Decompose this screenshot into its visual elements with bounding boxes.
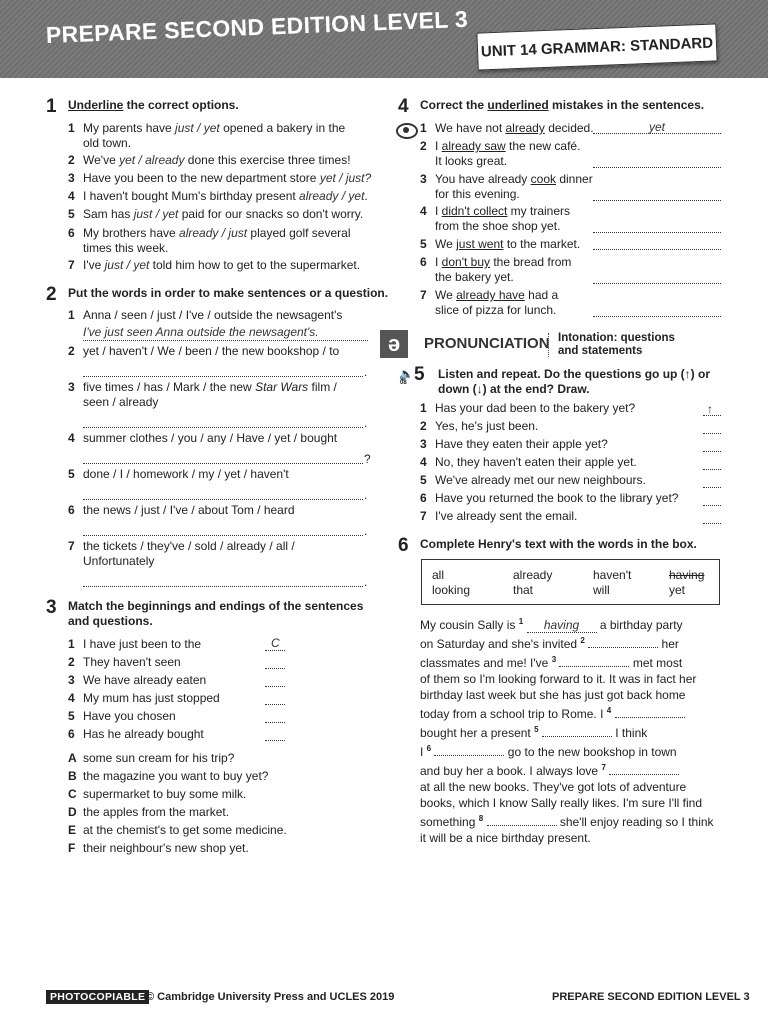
- item-number: 7: [420, 509, 427, 523]
- word-box-item: will: [593, 583, 610, 597]
- gap-8[interactable]: [487, 813, 557, 826]
- text-part: film /: [308, 380, 337, 394]
- item-text: [83, 344, 339, 359]
- ex1-instruction: Underline the correct options.: [68, 98, 239, 112]
- item-number: 1: [68, 308, 75, 322]
- item-text: [435, 139, 580, 169]
- answer-line[interactable]: [83, 586, 363, 587]
- item-text: [83, 226, 351, 256]
- ending-text: the magazine you want to buy yet?: [83, 769, 269, 783]
- item-text: [83, 258, 360, 273]
- item-text: [83, 539, 295, 569]
- word-box-item: yet: [669, 583, 686, 597]
- answer-text: C: [271, 636, 280, 650]
- item-number: 7: [420, 288, 427, 302]
- underlined-mistake: already saw: [441, 139, 506, 153]
- item-number: 1: [420, 401, 427, 415]
- text-part: We have not: [435, 121, 506, 135]
- answer-blank[interactable]: [265, 740, 285, 741]
- item-text: [83, 308, 342, 323]
- ending-letter: B: [68, 769, 77, 783]
- item-number: 3: [68, 673, 75, 687]
- ending-text: at the chemist's to get some medicine.: [83, 823, 287, 837]
- word-box-item: already: [513, 568, 553, 582]
- item-number: 6: [68, 226, 75, 240]
- text-part: to the market.: [503, 237, 581, 251]
- text-part: We: [435, 237, 457, 251]
- copyright: © Cambridge University Press and UCLES 2019: [146, 991, 395, 1003]
- gap-1[interactable]: having: [527, 620, 597, 633]
- ex3-instruction: Match the beginnings and endings of the sentences and questions.: [68, 599, 364, 628]
- item-number: 7: [68, 539, 75, 553]
- answer-line-end: .: [364, 365, 368, 379]
- answer-blank[interactable]: [265, 668, 285, 669]
- text-part: the bread from: [490, 255, 572, 269]
- item-text: Has your dad been to the bakery yet?: [435, 401, 636, 415]
- answer-text: yet: [649, 120, 666, 134]
- item-number: 2: [420, 139, 427, 153]
- item-number: 7: [68, 258, 75, 272]
- text-part: from the shoe shop yet.: [435, 219, 561, 233]
- item-text: [435, 172, 593, 202]
- text-part: yet / haven't / We / been / the new bookshop / to: [83, 344, 340, 358]
- text-part: .: [364, 189, 368, 203]
- text-part: I haven't bought Mum's birthday present: [83, 189, 300, 203]
- arrow-answer: ↑: [707, 402, 713, 416]
- text-part: had a: [524, 288, 559, 302]
- item-number: 4: [420, 455, 427, 469]
- gap-3[interactable]: [559, 654, 629, 667]
- item-text: They haven't seen: [83, 655, 181, 669]
- item-number: 4: [68, 189, 75, 203]
- ending-letter: D: [68, 805, 77, 819]
- text-part: Sam has: [83, 207, 134, 221]
- item-number: 3: [420, 437, 427, 451]
- item-text: We have already eaten: [83, 673, 207, 687]
- text-part: played golf several: [247, 226, 351, 240]
- item-text: I've already sent the email.: [435, 509, 578, 523]
- item-number: 6: [68, 503, 75, 517]
- item-text: I have just been to the: [83, 637, 202, 651]
- item-text: [83, 503, 295, 518]
- ex6-number: 6: [398, 535, 409, 556]
- ending-text: the apples from the market.: [83, 805, 230, 819]
- text-part: Anna / seen / just / I've / outside the newsagent's: [83, 308, 343, 322]
- option-choice[interactable]: just / yet: [133, 207, 179, 221]
- text-part: decided.: [544, 121, 594, 135]
- option-choice[interactable]: yet / just?: [319, 171, 372, 185]
- text-part: opened a bakery in the: [219, 121, 346, 135]
- word-box-item: that: [513, 583, 534, 597]
- option-choice[interactable]: already / just: [179, 226, 248, 240]
- item-number: 3: [68, 171, 75, 185]
- item-number: 5: [68, 467, 75, 481]
- item-text: [435, 255, 571, 285]
- unit-label: UNIT 14 GRAMMAR: STANDARD: [476, 23, 717, 70]
- answer-line[interactable]: [593, 200, 721, 201]
- ex4-number: 4: [398, 96, 409, 117]
- text-part: seen / already: [83, 395, 159, 409]
- ending-letter: C: [68, 787, 77, 801]
- option-choice[interactable]: already / yet: [299, 189, 365, 203]
- ex5-instruction: Listen and repeat. Do the questions go up (↑) or down (↓) at the end? Draw.: [438, 367, 711, 396]
- word-box-item: all: [432, 568, 445, 582]
- pronunciation-separator: [548, 333, 549, 357]
- gap-6[interactable]: [434, 743, 504, 756]
- text-part: told him how to get to the supermarket.: [149, 258, 361, 272]
- text-part: It looks great.: [435, 154, 508, 168]
- option-choice[interactable]: just / yet: [175, 121, 220, 135]
- item-text: [83, 380, 337, 410]
- answer-line[interactable]: [593, 232, 721, 233]
- ending-letter: A: [68, 751, 77, 765]
- text-part: my trainers: [507, 204, 571, 218]
- item-text: [83, 153, 351, 168]
- gap-4[interactable]: [615, 705, 685, 718]
- text-part: We: [435, 288, 457, 302]
- answer-line[interactable]: [593, 167, 721, 168]
- text-part-italic: Star Wars: [255, 380, 309, 394]
- answer-line[interactable]: [83, 463, 363, 464]
- ex2-instruction: Put the words in order to make sentences or a question.: [68, 286, 389, 300]
- answer-line[interactable]: [83, 427, 363, 428]
- underlined-mistake: already: [505, 121, 545, 135]
- text-part: I: [435, 204, 442, 218]
- item-number: 4: [420, 204, 427, 218]
- item-number: 5: [420, 473, 427, 487]
- ex1-number: 1: [46, 96, 57, 117]
- item-number: 6: [68, 727, 75, 741]
- page-title: PREPARE SECOND EDITION LEVEL 3: [45, 5, 469, 48]
- item-text: Have they eaten their apple yet?: [435, 437, 608, 451]
- text-part: Unfortunately: [83, 554, 155, 568]
- item-text: Have you chosen: [83, 709, 176, 723]
- answer-line-text: I've just seen Anna outside the newsagent's.: [83, 325, 319, 339]
- item-number: 5: [68, 207, 75, 221]
- item-number: 2: [420, 419, 427, 433]
- ending-letter: F: [68, 841, 76, 855]
- item-text: [83, 207, 363, 222]
- item-text: My mum has just stopped: [83, 691, 220, 705]
- item-number: 2: [68, 153, 75, 167]
- pronunciation-badge: ə: [380, 330, 408, 358]
- arrow-blank[interactable]: [703, 505, 721, 506]
- pronunciation-subtitle: Intonation: questions and statements: [558, 332, 675, 357]
- text-part: for this evening.: [435, 187, 520, 201]
- word-box: [421, 559, 720, 605]
- text-part: the new café.: [505, 139, 581, 153]
- ending-text: their neighbour's new shop yet.: [83, 841, 249, 855]
- option-choice[interactable]: yet / already: [119, 153, 185, 167]
- audio-track-number: 08: [400, 380, 407, 386]
- answer-line-end: .: [364, 416, 368, 430]
- answer-line[interactable]: [83, 535, 363, 536]
- item-number: 5: [420, 237, 427, 251]
- ending-text: supermarket to buy some milk.: [83, 787, 247, 801]
- arrow-blank[interactable]: [703, 487, 721, 488]
- gap-7[interactable]: [609, 762, 679, 775]
- underlined-mistake: already have: [456, 288, 525, 302]
- ex2-number: 2: [46, 284, 57, 305]
- answer-line[interactable]: [83, 376, 363, 377]
- pronunciation-title: PRONUNCIATION: [424, 335, 550, 352]
- text-part: done / I / homework / my / yet / haven't: [83, 467, 289, 481]
- text-part: You have already: [435, 172, 531, 186]
- text-part: I've: [83, 258, 105, 272]
- text-part: summer clothes / you / any / Have / yet / bought: [83, 431, 338, 445]
- henrys-text: My cousin Sally is $^1$ having a birthday party on Saturday and she's invited $^2$ her classmates and me! I've $^3$ met most of them so I'm looking forward to it. It was in fact her birthday last week but she has just got back home today from a school trip to Rome. I $^4$ bought her a present $^5$ I think I $^6$ go to the new bookshop in town and buy her a book. I always love $^7$ at all the new books. They've got lots of adventure books, which I know Sally really likes. I'm sure I'll find something $^8$ she'll enjoy reading so I think it will be a nice birthday present.: [420, 617, 714, 845]
- text-part: the tickets / they've / sold / already / all /: [83, 539, 295, 553]
- answer-blank[interactable]: [265, 686, 285, 687]
- ex6-instruction: Complete Henry's text with the words in the box.: [420, 537, 697, 551]
- underlined-mistake: cook: [530, 172, 556, 186]
- answer-line[interactable]: [593, 283, 721, 284]
- text-part: paid for our snacks so don't worry.: [178, 207, 364, 221]
- answer-line-end: ?: [364, 452, 371, 466]
- item-text: [435, 237, 580, 252]
- word-box-item: haven't: [593, 568, 632, 582]
- text-part: the bakery yet.: [435, 270, 514, 284]
- item-text: [83, 467, 289, 482]
- item-text: [435, 288, 558, 318]
- underlined-mistake: didn't collect: [441, 204, 508, 218]
- answer-line[interactable]: [593, 316, 721, 317]
- item-number: 6: [420, 491, 427, 505]
- item-number: 1: [68, 637, 75, 651]
- word-box-item-used: having: [669, 568, 705, 582]
- item-text: [83, 171, 371, 186]
- example-eye-icon: [396, 123, 418, 139]
- ending-letter: E: [68, 823, 77, 837]
- option-choice[interactable]: just / yet: [104, 258, 150, 272]
- answer-line-end: .: [364, 575, 368, 589]
- answer-blank[interactable]: [265, 650, 285, 651]
- item-text: [83, 189, 368, 204]
- item-text: Has he already bought: [83, 727, 204, 741]
- text-part: slice of pizza for lunch.: [435, 303, 557, 317]
- item-number: 1: [68, 121, 75, 135]
- ending-text: some sun cream for his trip?: [83, 751, 235, 765]
- answer-line-end: .: [364, 488, 368, 502]
- item-text: Yes, he's just been.: [435, 419, 539, 433]
- photocopiable-label: PHOTOCOPIABLE: [46, 990, 149, 1004]
- item-text: Have you returned the book to the library yet?: [435, 491, 679, 505]
- answer-line[interactable]: [83, 340, 368, 341]
- arrow-blank[interactable]: [703, 451, 721, 452]
- arrow-blank[interactable]: [703, 433, 721, 434]
- item-text: [435, 204, 570, 234]
- text-part: done this exercise three times!: [184, 153, 351, 167]
- item-number: 1: [420, 121, 427, 135]
- gap-5[interactable]: [542, 724, 612, 737]
- item-text: No, they haven't eaten their apple yet.: [435, 455, 637, 469]
- item-text: [83, 121, 345, 151]
- answer-line-end: .: [364, 524, 368, 538]
- answer-line[interactable]: [83, 499, 363, 500]
- item-number: 3: [68, 380, 75, 394]
- item-number: 6: [420, 255, 427, 269]
- text-part: I: [435, 255, 442, 269]
- text-part: I: [435, 139, 442, 153]
- footer-title: PREPARE SECOND EDITION LEVEL 3: [552, 991, 750, 1003]
- text-part: old town.: [83, 136, 132, 150]
- ex3-number: 3: [46, 597, 57, 618]
- answer-blank[interactable]: [265, 704, 285, 705]
- ex4-instruction: Correct the underlined mistakes in the sentences.: [420, 98, 705, 112]
- item-number: 4: [68, 691, 75, 705]
- item-text: We've already met our new neighbours.: [435, 473, 646, 487]
- underlined-mistake: just went: [456, 237, 504, 251]
- item-number: 3: [420, 172, 427, 186]
- gap-2[interactable]: [588, 635, 658, 648]
- text-part: We've: [83, 153, 120, 167]
- answer-blank[interactable]: [265, 722, 285, 723]
- arrow-blank[interactable]: [703, 469, 721, 470]
- text-part: Have you been to the new department store: [83, 171, 320, 185]
- underlined-mistake: don't buy: [441, 255, 490, 269]
- text-part: the news / just / I've / about Tom / heard: [83, 503, 295, 517]
- text-part: dinner: [556, 172, 593, 186]
- ex5-number: 5: [414, 364, 425, 385]
- text-part: times this week.: [83, 241, 169, 255]
- text-part: My brothers have: [83, 226, 180, 240]
- audio-speaker-icon[interactable]: 🔈: [399, 367, 414, 381]
- text-part: five times / has / Mark / the new: [83, 380, 256, 394]
- arrow-blank[interactable]: [703, 523, 721, 524]
- item-number: 2: [68, 344, 75, 358]
- item-number: 5: [68, 709, 75, 723]
- answer-line[interactable]: [593, 249, 721, 250]
- text-part: My parents have: [83, 121, 176, 135]
- header-banner: [0, 0, 768, 78]
- item-text: [435, 121, 594, 136]
- item-number: 4: [68, 431, 75, 445]
- item-text: [83, 431, 337, 446]
- item-number: 2: [68, 655, 75, 669]
- word-box-item: looking: [432, 583, 471, 597]
